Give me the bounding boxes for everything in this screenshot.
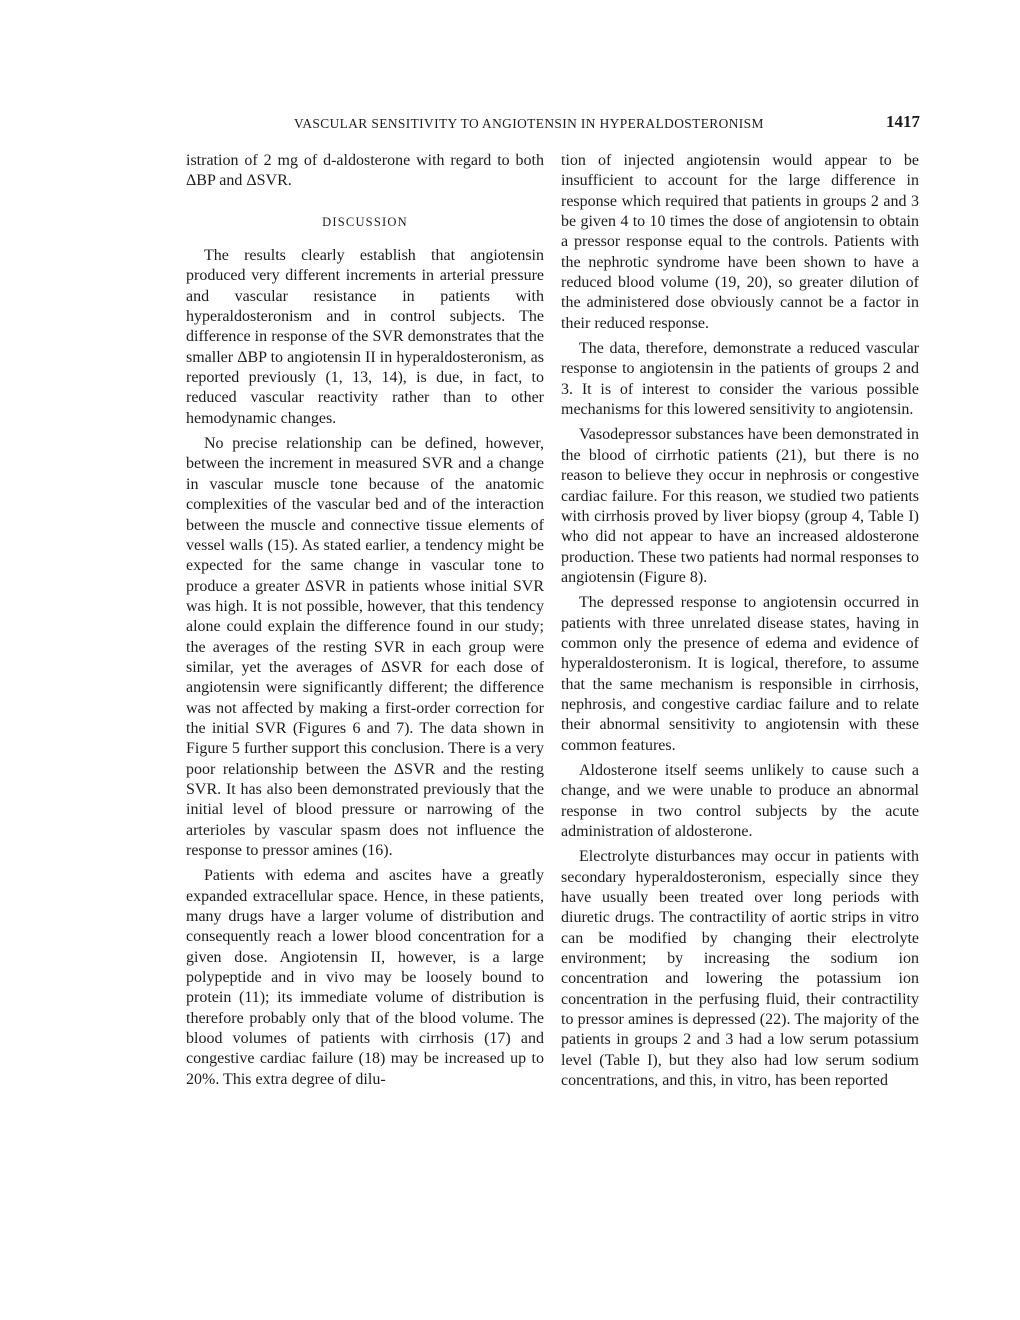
right-column [561, 151, 919, 1091]
running-head-title: VASCULAR SENSITIVITY TO ANGIOTENSIN IN HYPERALDOSTERONISM [294, 116, 764, 131]
body-paragraph: No precise relationship can be defined, however, between the increment in measured SVR and a change in vascular muscle tone because of the anatomic complexities of the vascular bed and of the interaction between the muscle and connective tissue elements of vessel walls (15). As stated earlier, a tendency might be expected for the same change in vascular tone to produce a greater ΔSVR in patients whose initial SVR was high. It is not possible, however, that this tendency alone could explain the difference found in our study; the averages of the resting SVR in each group were similar, yet the averages of ΔSVR for each dose of angiotensin were significantly different; the difference was not affected by making a first-order correction for the initial SVR (Figures 6 and 7). The data shown in Figure 5 further support this conclusion. There is a very poor relationship between the ΔSVR and the resting SVR. It has also been demonstrated previously that the initial level of blood pressure or narrowing of the arterioles by vascular spasm does not influence the response to pressor amines (16). [186, 435, 544, 859]
body-paragraph: tion of injected angiotensin would appear to be insufficient to account for the large difference in response which required that patients in groups 2 and 3 be given 4 to 10 times the dose of angiotensin to obtain a pressor response equal to the controls. Patients with the nephrotic syndrome have been shown to have a reduced blood volume (19, 20), so greater dilution of the administered dose obviously cannot be a factor in their reduced response. [561, 152, 919, 332]
body-paragraph: Patients with edema and ascites have a greatly expanded extracellular space. Hence, in these patients, many drugs have a larger volume of distribution and consequently reach a lower blood concentration for a given dose. Angiotensin II, however, is a large polypeptide and in vivo may be loosely bound to protein (11); its immediate volume of distribution is therefore probably only that of the blood volume. The blood volumes of patients with cirrhosis (17) and congestive cardiac failure (18) may be increased up to 20%. This extra degree of dilu- [186, 867, 544, 1088]
left-column [186, 151, 544, 1090]
body-paragraph: Aldosterone itself seems unlikely to cause such a change, and we were unable to produce an abnormal response in two control subjects by the acute administration of aldosterone. [561, 761, 919, 840]
continuation-paragraph: istration of 2 mg of d-aldosterone with regard to both ΔBP and ΔSVR. [186, 152, 544, 190]
body-paragraph: The data, therefore, demonstrate a reduced vascular response to angiotensin in the patients of groups 2 and 3. It is of interest to consider the various possible mechanisms for this lowered sensitivity to angiotensin. [561, 340, 919, 419]
page-number: 1417 [886, 112, 920, 131]
body-paragraph: The results clearly establish that angiotensin produced very different increments in arterial pressure and vascular resistance in patients with hyperaldosteronism and in control subjects. The difference in response of the SVR demonstrates that the smaller ΔBP to angiotensin II in hyperaldosteronism, as reported previously (1, 13, 14), is due, in fact, to reduced vascular reactivity rather than to other hemodynamic changes. [186, 247, 544, 427]
body-paragraph: Vasodepressor substances have been demonstrated in the blood of cirrhotic patients (21), but there is no reason to believe they occur in nephrosis or congestive cardiac failure. For this reason, we studied two patients with cirrhosis proved by liver biopsy (group 4, Table I) who did not appear to have an increased aldosterone production. These two patients had normal responses to angiotensin (Figure 8). [561, 426, 919, 586]
body-paragraph: Electrolyte disturbances may occur in patients with secondary hyperaldosteronism, especially since they have usually been treated over long periods with diuretic drugs. The contractility of aortic strips in vitro can be modified by changing their electrolyte environment; by increasing the sodium ion concentration and lowering the potassium ion concentration in the perfusing fluid, their contractility to pressor amines is depressed (22). The majority of the patients in groups 2 and 3 had a low serum potassium level (Table I), but they also had low serum sodium concentrations, and this, in vitro, has been reported [561, 848, 919, 1090]
section-heading-discussion: DISCUSSION [322, 214, 408, 229]
running-header [186, 112, 922, 136]
body-paragraph: The depressed response to angiotensin occurred in patients with three unrelated disease states, having in common only the presence of edema and evidence of hyperaldosteronism. It is logical, therefore, to assume that the same mechanism is responsible in cirrhosis, nephrosis, and congestive cardiac failure and to relate their abnormal sensitivity to angiotensin with these common features. [561, 594, 919, 754]
